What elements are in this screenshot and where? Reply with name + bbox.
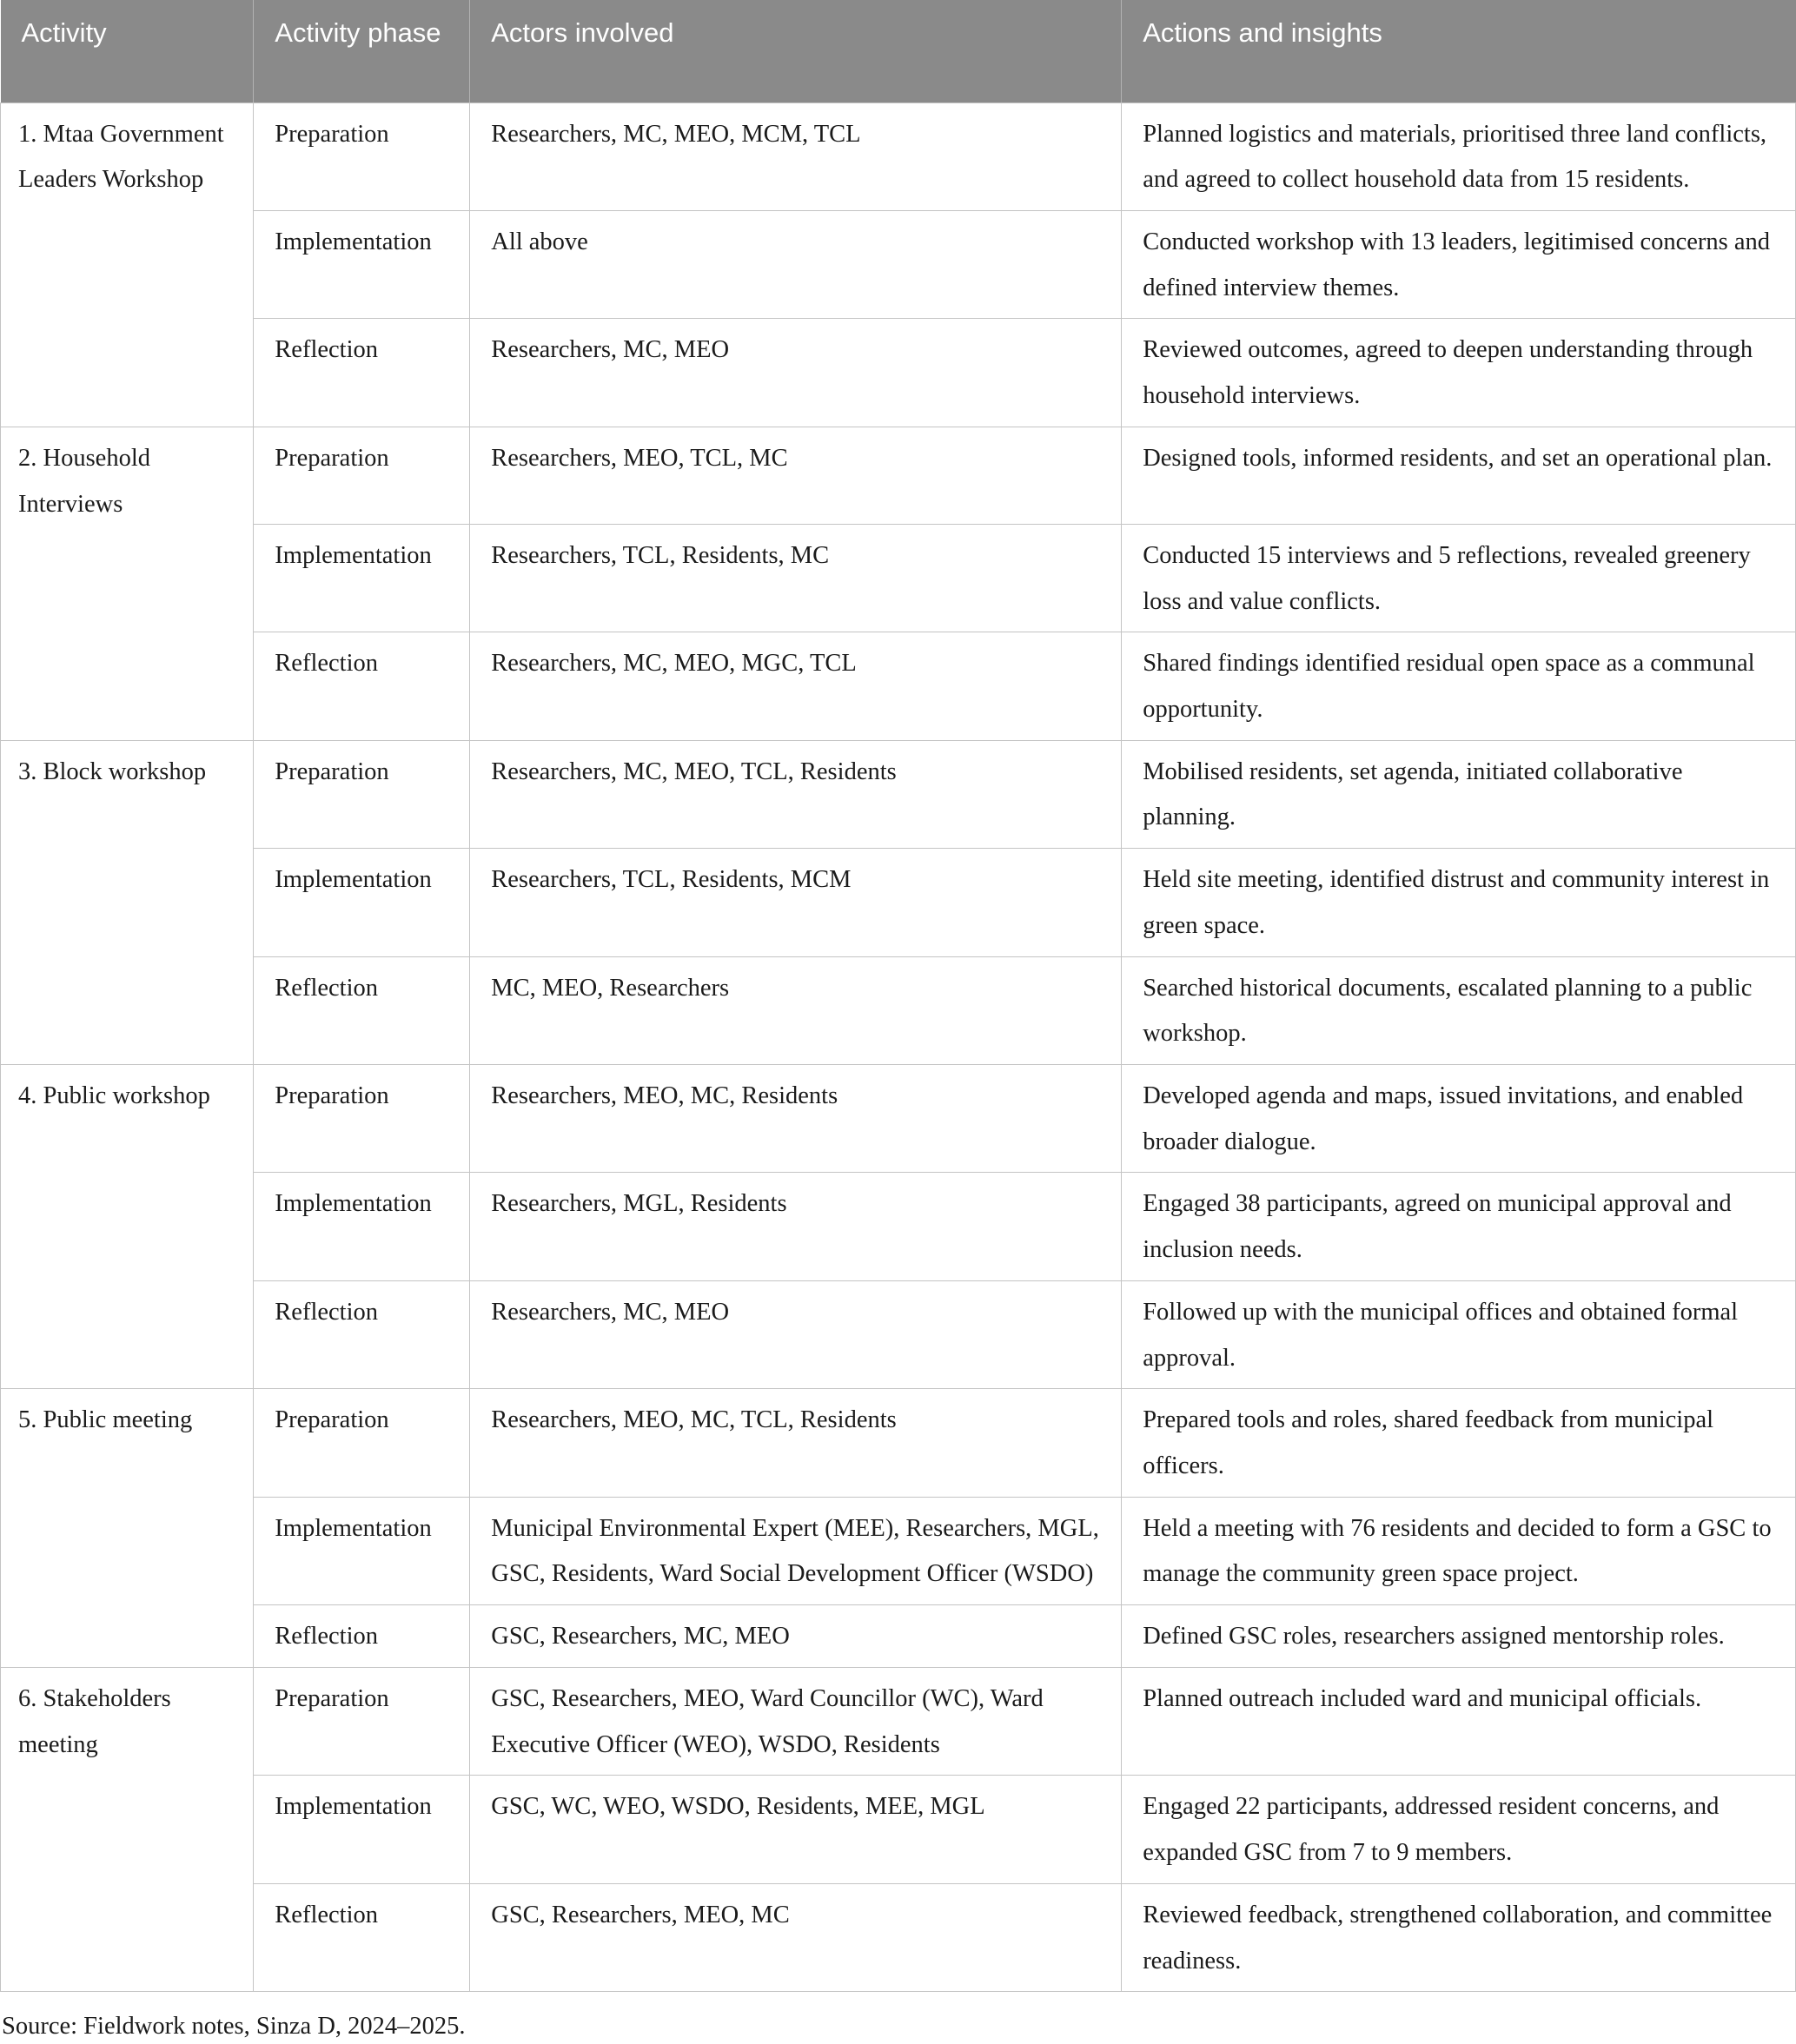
phase-cell: Preparation [254, 1389, 470, 1497]
actors-cell: Municipal Environmental Expert (MEE), Researchers, MGL, GSC, Residents, Ward Social Development Officer (WSDO) [470, 1497, 1122, 1604]
actions-cell: Held site meeting, identified distrust and community interest in green space. [1122, 849, 1796, 956]
phase-cell: Reflection [254, 1883, 470, 1991]
col-header-activity-phase: Activity phase [254, 0, 470, 103]
actors-cell: Researchers, MEO, MC, TCL, Residents [470, 1389, 1122, 1497]
activity-cell: 4. Public workshop [1, 1065, 254, 1389]
table-row [1, 1667, 1796, 1775]
phase-cell: Implementation [254, 1776, 470, 1883]
table-row [1, 319, 1796, 427]
actions-cell: Engaged 38 participants, agreed on municipal approval and inclusion needs. [1122, 1173, 1796, 1280]
phase-cell: Implementation [254, 1173, 470, 1280]
table-body [1, 103, 1796, 1992]
col-header-activity: Activity [1, 0, 254, 103]
actors-cell: GSC, Researchers, MEO, MC [470, 1883, 1122, 1991]
table-row [1, 1389, 1796, 1497]
table-row [1, 1883, 1796, 1991]
actions-cell: Prepared tools and roles, shared feedback from municipal officers. [1122, 1389, 1796, 1497]
actions-cell: Reviewed feedback, strengthened collaboration, and committee readiness. [1122, 1883, 1796, 1991]
activity-cell: 5. Public meeting [1, 1389, 254, 1668]
source-note: Source: Fieldwork notes, Sinza D, 2024–2025. [2, 2013, 466, 2041]
table-row [1, 1173, 1796, 1280]
phase-cell: Preparation [254, 1667, 470, 1775]
activity-cell: 3. Block workshop [1, 740, 254, 1064]
actors-cell: Researchers, MEO, TCL, MC [470, 427, 1122, 524]
actors-cell: Researchers, MC, MEO, TCL, Residents [470, 740, 1122, 848]
actors-cell: Researchers, MC, MEO, MCM, TCL [470, 103, 1122, 210]
table-row [1, 1605, 1796, 1668]
actions-cell: Planned logistics and materials, prioritised three land conflicts, and agreed to collect household data from 15 residents. [1122, 103, 1796, 210]
table-row [1, 1065, 1796, 1173]
phase-cell: Preparation [254, 740, 470, 848]
col-header-actions-insights: Actions and insights [1122, 0, 1796, 103]
actors-cell: All above [470, 210, 1122, 318]
actors-cell: Researchers, MGL, Residents [470, 1173, 1122, 1280]
phase-cell: Implementation [254, 849, 470, 956]
table-row [1, 103, 1796, 210]
actions-cell: Planned outreach included ward and municipal officials. [1122, 1667, 1796, 1775]
table-row [1, 427, 1796, 524]
actors-cell: Researchers, MC, MEO, MGC, TCL [470, 632, 1122, 740]
actors-cell: Researchers, MEO, MC, Residents [470, 1065, 1122, 1173]
actions-cell: Shared findings identified residual open space as a communal opportunity. [1122, 632, 1796, 740]
actions-cell: Designed tools, informed residents, and set an operational plan. [1122, 427, 1796, 524]
actors-cell: GSC, WC, WEO, WSDO, Residents, MEE, MGL [470, 1776, 1122, 1883]
actors-cell: Researchers, TCL, Residents, MCM [470, 849, 1122, 956]
table-row [1, 1497, 1796, 1604]
table-header [1, 0, 1796, 103]
table-row [1, 632, 1796, 740]
actions-cell: Reviewed outcomes, agreed to deepen understanding through household interviews. [1122, 319, 1796, 427]
actions-cell: Conducted 15 interviews and 5 reflections, revealed greenery loss and value conflicts. [1122, 524, 1796, 632]
actors-cell: Researchers, MC, MEO [470, 319, 1122, 427]
actions-cell: Mobilised residents, set agenda, initiated collaborative planning. [1122, 740, 1796, 848]
phase-cell: Reflection [254, 1605, 470, 1668]
actions-cell: Developed agenda and maps, issued invitations, and enabled broader dialogue. [1122, 1065, 1796, 1173]
phase-cell: Implementation [254, 1497, 470, 1604]
phase-cell: Reflection [254, 632, 470, 740]
phase-cell: Preparation [254, 103, 470, 210]
col-header-actors-involved: Actors involved [470, 0, 1122, 103]
actions-cell: Conducted workshop with 13 leaders, legitimised concerns and defined interview themes. [1122, 210, 1796, 318]
actors-cell: Researchers, TCL, Residents, MC [470, 524, 1122, 632]
actors-cell: GSC, Researchers, MEO, Ward Councillor (WC), Ward Executive Officer (WEO), WSDO, Residents [470, 1667, 1122, 1775]
activity-cell: 6. Stakeholders meeting [1, 1667, 254, 1991]
table-row [1, 956, 1796, 1064]
phase-cell: Preparation [254, 1065, 470, 1173]
activity-cell: 2. Household Interviews [1, 427, 254, 740]
actors-cell: GSC, Researchers, MC, MEO [470, 1605, 1122, 1668]
table-row [1, 210, 1796, 318]
activity-cell: 1. Mtaa Government Leaders Workshop [1, 103, 254, 427]
actions-cell: Followed up with the municipal offices and obtained formal approval. [1122, 1280, 1796, 1388]
actors-cell: MC, MEO, Researchers [470, 956, 1122, 1064]
header-row [1, 0, 1796, 103]
actions-cell: Engaged 22 participants, addressed resident concerns, and expanded GSC from 7 to 9 members. [1122, 1776, 1796, 1883]
actions-cell: Held a meeting with 76 residents and decided to form a GSC to manage the community green space project. [1122, 1497, 1796, 1604]
actions-cell: Searched historical documents, escalated planning to a public workshop. [1122, 956, 1796, 1064]
phase-cell: Reflection [254, 956, 470, 1064]
phase-cell: Reflection [254, 1280, 470, 1388]
phase-cell: Implementation [254, 524, 470, 632]
phase-cell: Reflection [254, 319, 470, 427]
actors-cell: Researchers, MC, MEO [470, 1280, 1122, 1388]
table-row [1, 1776, 1796, 1883]
table-row [1, 849, 1796, 956]
phase-cell: Implementation [254, 210, 470, 318]
actions-cell: Defined GSC roles, researchers assigned mentorship roles. [1122, 1605, 1796, 1668]
table-row [1, 740, 1796, 848]
table-row [1, 524, 1796, 632]
table-row [1, 1280, 1796, 1388]
phase-cell: Preparation [254, 427, 470, 524]
